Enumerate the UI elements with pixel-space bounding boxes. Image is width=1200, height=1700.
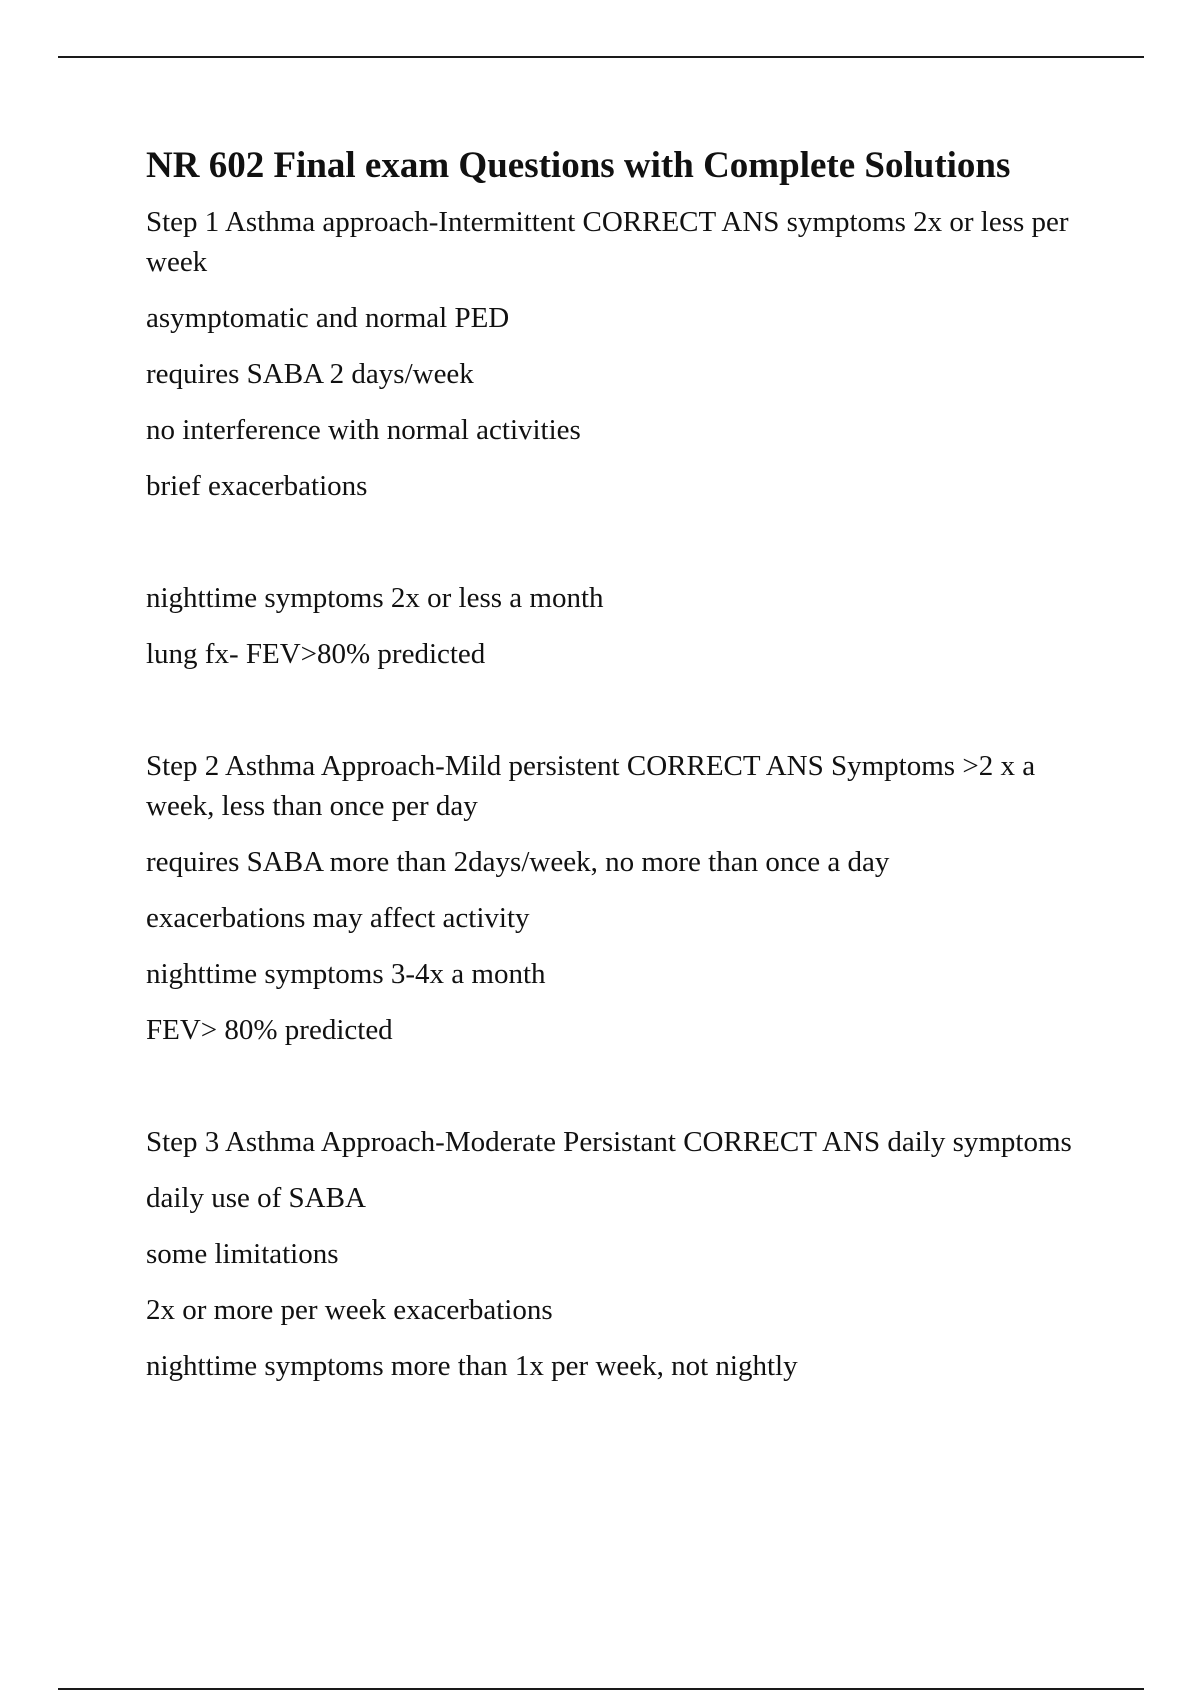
paragraph: FEV> 80% predicted (146, 1014, 393, 1046)
document-title: NR 602 Final exam Questions with Complete Solutions (146, 145, 1011, 186)
paragraph: requires SABA more than 2days/week, no more than once a day (146, 846, 890, 878)
paragraph: nighttime symptoms more than 1x per week, not nightly (146, 1350, 798, 1382)
paragraph: asymptomatic and normal PED (146, 302, 510, 334)
section-step-1-continued (146, 578, 1106, 674)
section-step-3 (146, 1122, 1106, 1386)
top-rule (58, 56, 1144, 58)
paragraph: Step 3 Asthma Approach-Moderate Persistant CORRECT ANS daily symptoms (146, 1126, 1072, 1158)
paragraph: requires SABA 2 days/week (146, 358, 474, 390)
paragraph: some limitations (146, 1238, 339, 1270)
blank-line (146, 1066, 1106, 1122)
paragraph: brief exacerbations (146, 470, 368, 502)
bottom-rule (58, 1688, 1144, 1690)
section-step-2 (146, 746, 1106, 1050)
paragraph: 2x or more per week exacerbations (146, 1294, 553, 1326)
blank-line (146, 690, 1106, 746)
blank-line (146, 522, 1106, 578)
paragraph: daily use of SABA (146, 1182, 366, 1214)
paragraph: Step 2 Asthma Approach-Mild persistent CORRECT ANS Symptoms >2 x a week, less than once per day (146, 750, 1036, 822)
paragraph: lung fx- FEV>80% predicted (146, 638, 486, 670)
section-step-1 (146, 202, 1106, 506)
paragraph: nighttime symptoms 3-4x a month (146, 958, 546, 990)
paragraph: Step 1 Asthma approach-Intermittent CORRECT ANS symptoms 2x or less per week (146, 206, 1069, 278)
paragraph: no interference with normal activities (146, 414, 581, 446)
paragraph: nighttime symptoms 2x or less a month (146, 582, 604, 614)
document-body (146, 142, 1106, 1402)
paragraph: exacerbations may affect activity (146, 902, 530, 934)
